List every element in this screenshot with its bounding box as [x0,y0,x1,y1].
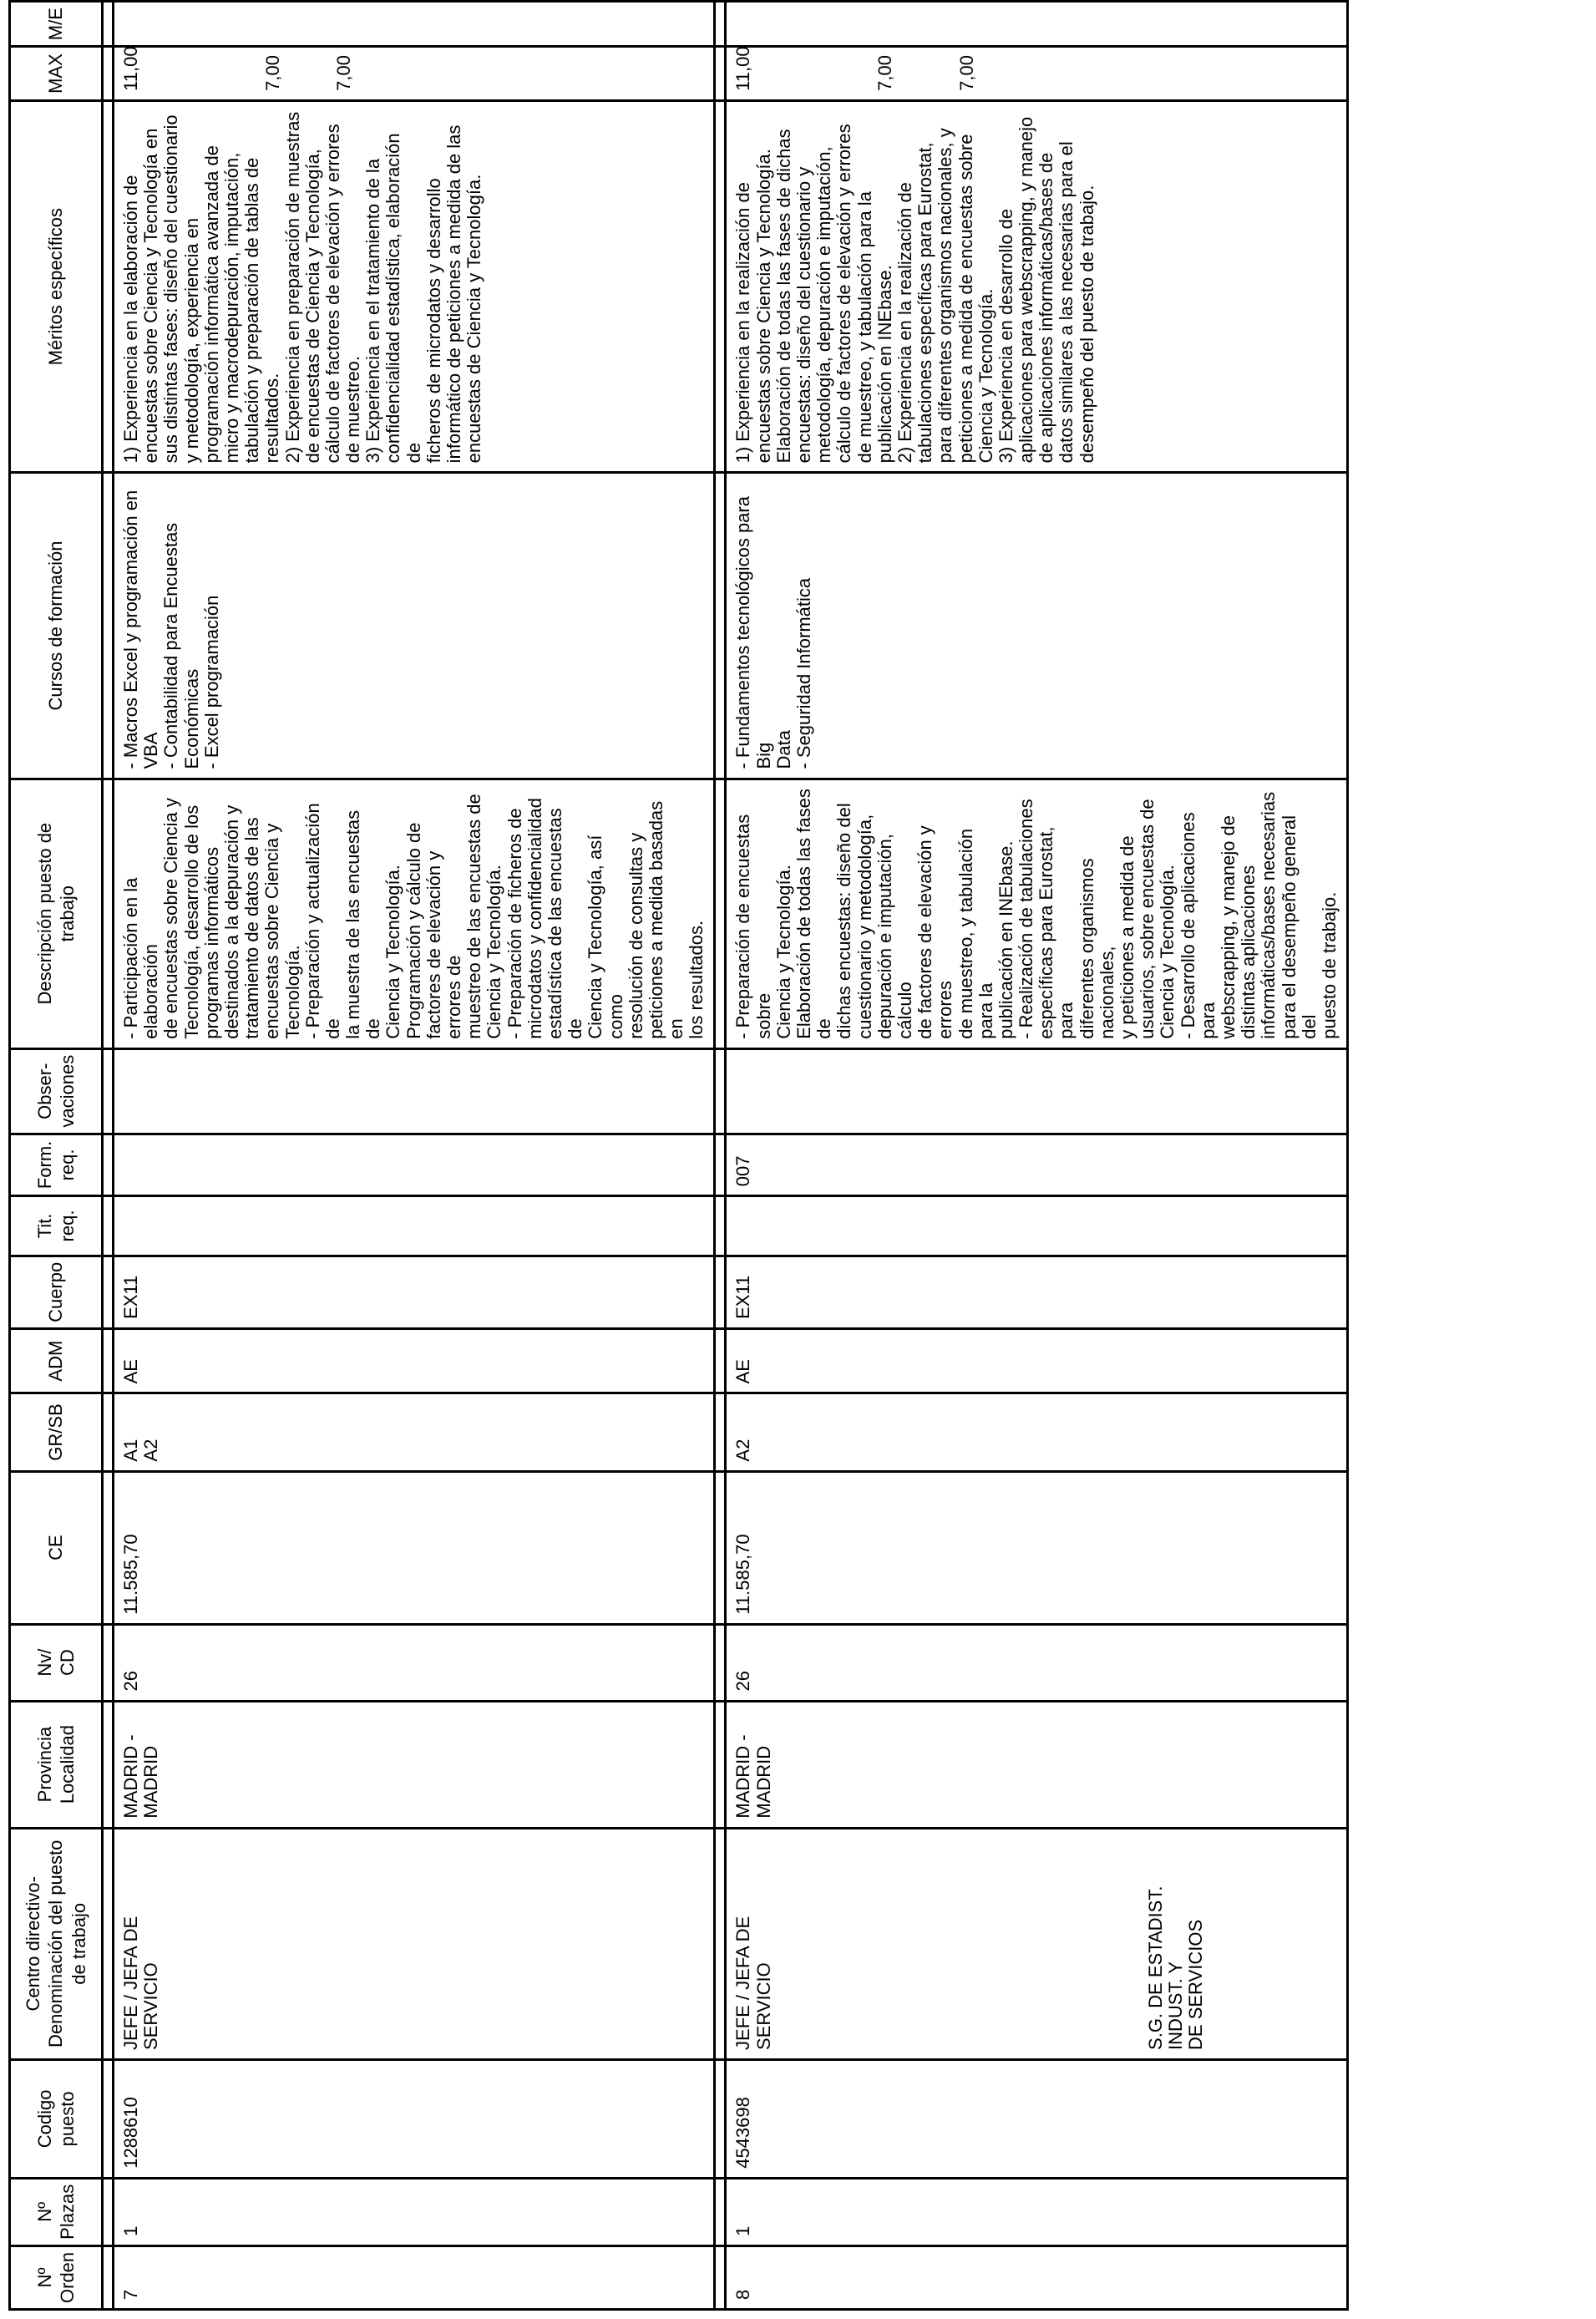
cell-formacion [114,1134,715,1196]
header-adm: ADM [10,1328,103,1393]
cell-ce: 11.585,70 [726,1471,1348,1624]
cell-provincia: MADRID - MADRID [114,1701,715,1828]
cell-me [114,2,715,47]
header-formacion: Form. req. [10,1134,103,1196]
cell-codigo: 1288610 [114,2059,715,2178]
cell-meritos: 1) Experiencia en la elaboración de encuestas sobre Ciencia y Tecnología en sus distintas fases: diseño del cuestionario y metodología, experiencia en programación informática avanzada de micro y macrodepuración, imputación, tabulación y preparación de tablas de resultados. 2) Experiencia en preparación de muestras de encuestas de Ciencia y Tecnología, cálculo de factores de elevación y errores de muestreo. 3) Experiencia en el tratamiento de la confidencialidad estadística, elaboración de ficheros de microdatos y desarrollo informático de peticiones a medida de las encuestas de Ciencia y Tecnología. [114,100,715,473]
header-descripcion: Descripción puesto de trabajo [10,779,103,1048]
cell-orden: 7 [114,2245,715,2309]
cell-cuerpo: EX11 [726,1256,1348,1328]
header-codigo: Codigo puesto [10,2059,103,2178]
cell-centro: JEFE / JEFA DE SERVICIO [114,1828,715,2059]
max-value: 11,00 [732,46,754,91]
header-row [10,2,103,2310]
cell-nivel: 26 [114,1624,715,1701]
max-value: 7,00 [874,55,896,91]
table-row [726,2,1348,2310]
header-ce: CE [10,1471,103,1624]
spacer-row [103,2,114,2310]
cell-max [726,47,1348,101]
cell-titulacion [114,1196,715,1256]
group-label: S.G. DE ESTADIST. INDUST. Y DE SERVICIOS [1144,1885,1207,2050]
header-centro: Centro directivo- Denominación del puesto de trabajo [10,1828,103,2059]
header-plazas: Nº Plazas [10,2178,103,2245]
table-row [114,2,715,2310]
max-value: 7,00 [956,55,978,91]
cell-grupo: A2 [726,1393,1348,1471]
cell-cursos: - Macros Excel y programación en VBA - Contabilidad para Encuestas Económicas - Excel programación [114,473,715,779]
cell-ce: 11.585,70 [114,1471,715,1624]
cell-observaciones [726,1048,1348,1134]
max-value: 7,00 [262,55,283,91]
header-nivel: Nv/ CD [10,1624,103,1701]
puestos-table [8,0,1349,2311]
header-meritos: Méritos específicos [10,100,103,473]
header-orden: Nº Orden [10,2245,103,2309]
header-cuerpo: Cuerpo [10,1256,103,1328]
cell-provincia: MADRID - MADRID [726,1701,1348,1828]
header-titulacion: Tit. req. [10,1196,103,1256]
header-observaciones: Obser- vaciones [10,1048,103,1134]
cell-descripcion: - Participación en la elaboración de encuestas sobre Ciencia y Tecnología, desarrollo de los programas informáticos destinados a la depuración y tratamiento de datos de las encuestas sobre Ciencia y Tecnología. - Preparación y actualización de la muestra de las encuestas de Ciencia y Tecnología. Programación y cálculo de factores de elevación y errores de muestreo de las encuestas de Ciencia y Tecnología. - Preparación de ficheros de microdatos y confidencialidad estadística de las encuestas de Ciencia y Tecnología, así como resolución de consultas y peticiones a medida basadas en los resultados. [114,779,715,1048]
cell-adm: AE [114,1328,715,1393]
cell-observaciones [114,1048,715,1134]
header-max: MAX [10,47,103,101]
header-me: M/E [10,2,103,47]
centro-text: JEFE / JEFA DE SERVICIO [732,1911,774,2050]
cell-plazas: 1 [726,2178,1348,2245]
max-value: 7,00 [333,55,354,91]
cell-orden: 8 [726,2245,1348,2309]
header-grupo: GR/SB [10,1393,103,1471]
header-cursos: Cursos de formación [10,473,103,779]
cell-cursos: - Fundamentos tecnológicos para Big Data - Seguridad Informática [726,473,1348,779]
cell-codigo: 4543698 [726,2059,1348,2178]
cell-descripcion: - Preparación de encuestas sobre Ciencia y Tecnología. Elaboración de todas las fases de dichas encuestas: diseño del cuestionario y metodología, depuración e imputación, cálculo de factores de elevación y errores de muestreo, y tabulación para la publicación en INEbase. - Realización de tabulaciones específicas para Eurostat, para diferentes organismos nacionales, y peticiones a medida de usuarios, sobre encuestas de Ciencia y Tecnología. - Desarrollo de aplicaciones para webscrapping, y manejo de distintas aplicaciones informáticas/bases necesarias para el desempeño general del puesto de trabajo. [726,779,1348,1048]
cell-centro [726,1828,1348,2059]
cell-meritos: 1) Experiencia en la realización de encuestas sobre Ciencia y Tecnología. Elaboración de todas las fases de dichas encuestas: diseño del cuestionario y metodología, depuración e imputación, cálculo de factores de elevación y errores de muestreo, y tabulación para la publicación en INEbase. 2) Experiencia en la realización de tabulaciones específicas para Eurostat, para diferentes organismos nacionales, y peticiones a medida de encuestas sobre Ciencia y Tecnología. 3) Experiencia en desarrollo de aplicaciones para webscrapping, y manejo de aplicaciones informáticas/bases de datos similares a las necesarias para el desempeño del puesto de trabajo. [726,100,1348,473]
cell-formacion: 007 [726,1134,1348,1196]
max-value: 11,00 [120,46,141,91]
cell-titulacion [726,1196,1348,1256]
header-provincia: Provincia Localidad [10,1701,103,1828]
cell-cuerpo: EX11 [114,1256,715,1328]
cell-adm: AE [726,1328,1348,1393]
cell-max [114,47,715,101]
cell-grupo: A1 A2 [114,1393,715,1471]
cell-plazas: 1 [114,2178,715,2245]
spacer-row [715,2,726,2310]
cell-nivel: 26 [726,1624,1348,1701]
cell-me [726,2,1348,47]
